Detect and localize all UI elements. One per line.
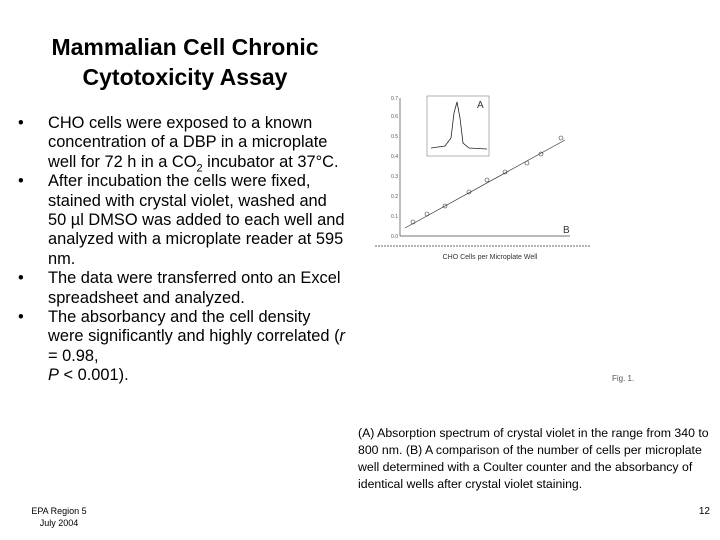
- fig-note: Fig. 1.: [612, 374, 635, 383]
- slide-title: [10, 32, 360, 92]
- y-tick: 0.0: [391, 234, 398, 240]
- subscript: 2: [196, 162, 203, 175]
- page-number: 12: [698, 506, 710, 517]
- bullet-text: The absorbancy and the cell density were significantly and highly correlated (: [48, 308, 340, 346]
- panel-b-label: B: [563, 225, 570, 236]
- title-line-1: Mammalian Cell Chronic: [51, 34, 319, 60]
- italic-var: r: [339, 327, 346, 346]
- italic-var: P: [48, 366, 59, 385]
- figure-caption: (A) Absorption spectrum of crystal violet in the range from 340 to 800 nm. (B) A comparison of the number of cells per microplate well determined with a Coulter counter and the absorbancy of identical wells after crystal violet staining.: [358, 426, 709, 491]
- y-tick: 0.7: [391, 96, 398, 102]
- y-tick: 0.3: [391, 174, 398, 180]
- y-tick: 0.4: [391, 154, 398, 160]
- figure-image: [365, 88, 595, 263]
- bullet-marker: •: [18, 114, 24, 132]
- bullet-text: After incubation the cells were fixed, stained with crystal violet, washed and 50 µl DMSO was added to each well and analyzed with a microplate reader at 595 nm.: [48, 172, 345, 268]
- footer: [14, 505, 104, 529]
- y-tick: 0.1: [391, 214, 398, 220]
- y-tick: 0.6: [391, 114, 398, 120]
- bullet-item: [18, 269, 348, 308]
- y-tick: 0.5: [391, 134, 398, 140]
- bullet-text: The data were transferred onto an Excel spreadsheet and analyzed.: [48, 269, 341, 307]
- bullet-item: [18, 114, 348, 175]
- bullet-item: [18, 172, 348, 269]
- data-point: [559, 136, 563, 140]
- title-line-2: Cytotoxicity Assay: [82, 64, 288, 90]
- bullet-marker: •: [18, 308, 24, 327]
- bullet-marker: •: [18, 172, 24, 191]
- footer-org: EPA Region 5: [31, 506, 87, 516]
- y-tick-labels: [391, 96, 398, 240]
- bullet-text: incubator at 37°C.: [202, 152, 339, 171]
- data-point: [485, 178, 489, 182]
- x-axis-label: CHO Cells per Microplate Well: [442, 254, 538, 261]
- bullet-text: CHO cells were exposed to a known concentration of a DBP in a microplate well for 72 h in a CO: [48, 114, 328, 171]
- footer-date: July 2004: [39, 518, 79, 528]
- panel-a-label: A: [477, 100, 484, 111]
- data-point: [425, 212, 429, 216]
- bullet-text: = 0.98,: [48, 346, 99, 365]
- y-tick: 0.2: [391, 194, 398, 200]
- bullet-marker: •: [18, 269, 24, 288]
- bullet-list: [18, 114, 348, 386]
- data-point: [525, 161, 529, 165]
- bullet-item: [18, 308, 348, 386]
- bullet-text: < 0.001).: [58, 366, 129, 385]
